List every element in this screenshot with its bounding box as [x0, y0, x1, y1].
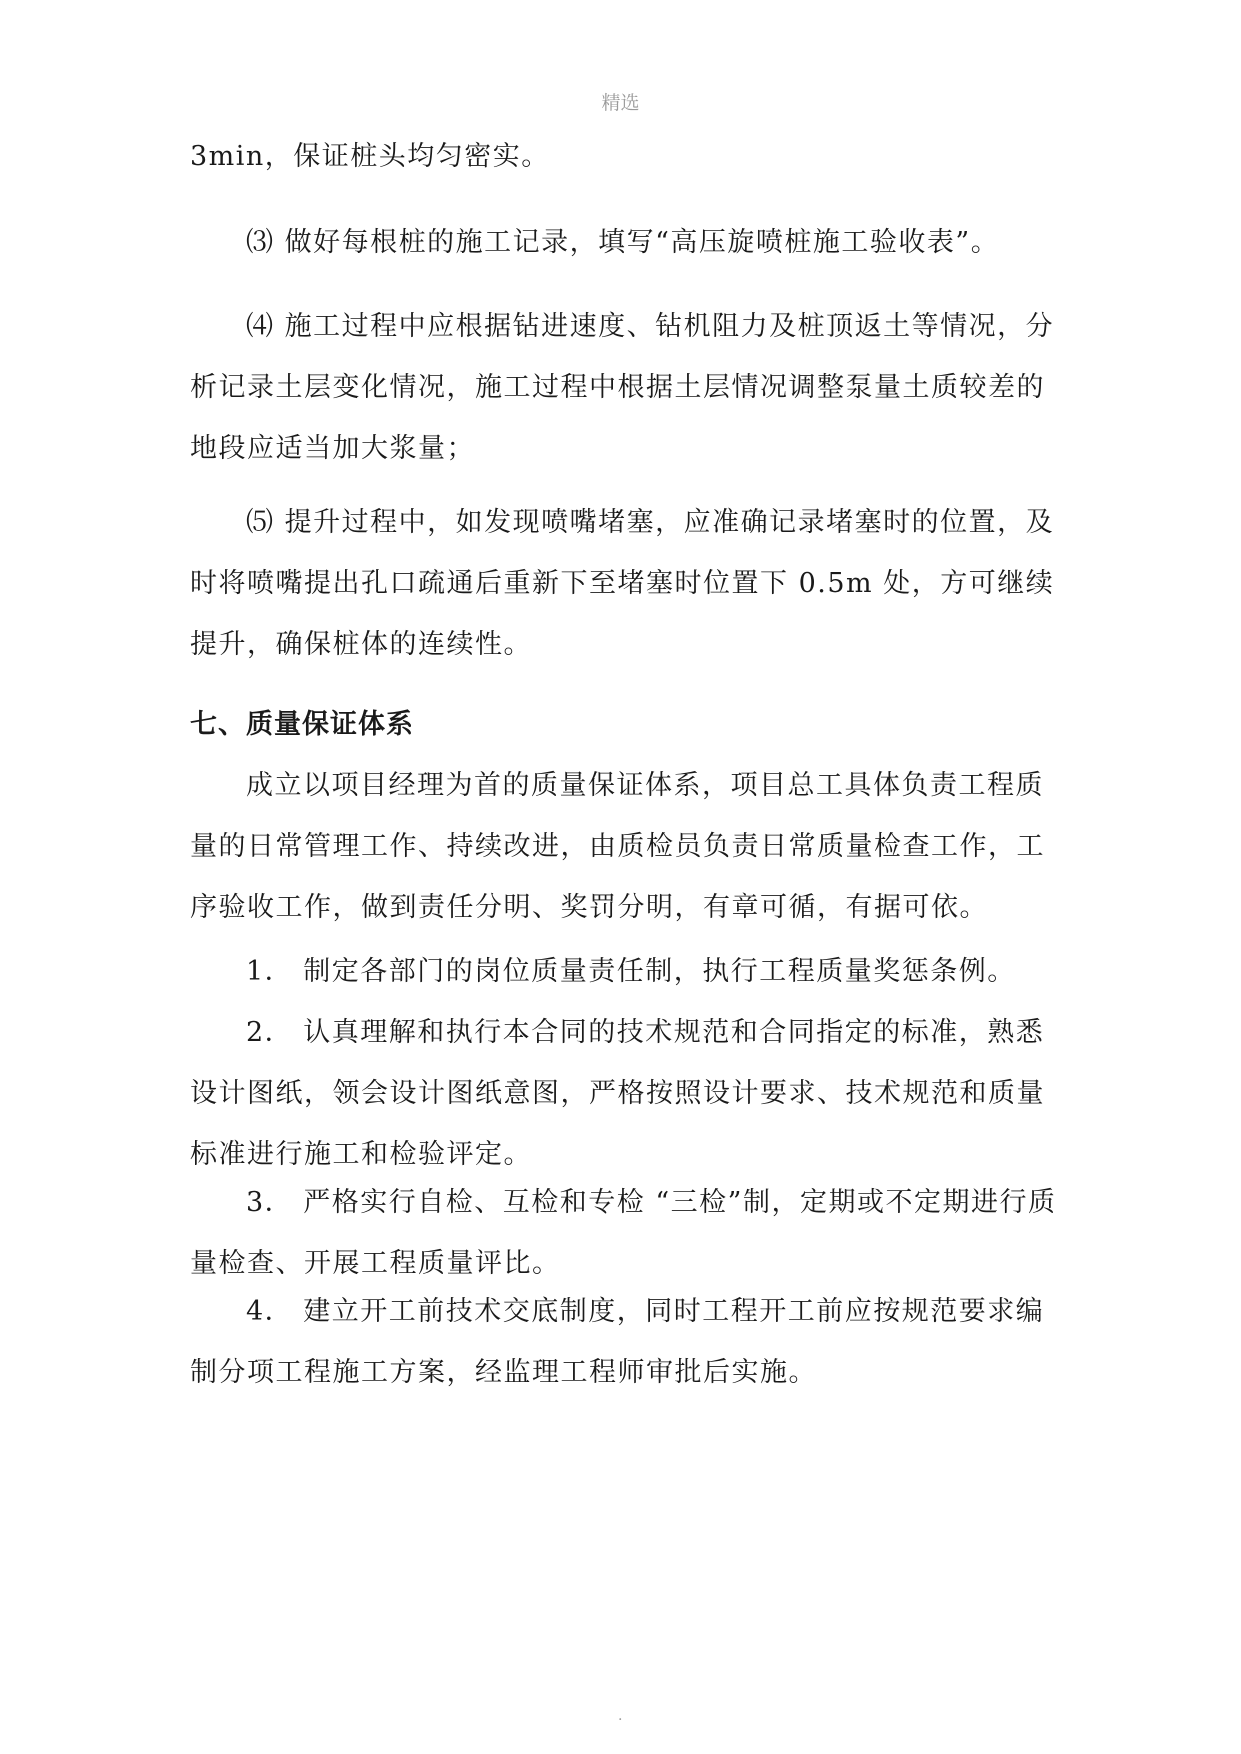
section-intro: 成立以项目经理为首的质量保证体系，项目总工具体负责工程质量的日常管理工作、持续改进，由质检员负责日常质量检查工作，工序验收工作，做到责任分明、奖罚分明，有章可循，有据可依。: [190, 770, 1045, 923]
page-footer-mark: .: [618, 1708, 623, 1724]
paragraph-item-4: ⑷ 施工过程中应根据钻进速度、钻机阻力及桩顶返土等情况，分析记录土层变化情况，施工过程中根据土层情况调整泵量土质较差的地段应适当加大浆量；: [190, 311, 1055, 464]
list-item: 1． 制定各部门的岗位质量责任制，执行工程质量奖惩条例。: [246, 956, 1016, 987]
paragraph-item-5: ⑸ 提升过程中，如发现喷嘴堵塞，应准确记录堵塞时的位置，及时将喷嘴提出孔口疏通后重新下至堵塞时位置下 0.5m 处，方可继续提升，确保桩体的连续性。: [190, 507, 1055, 660]
page-header: 精选: [601, 92, 640, 114]
list-item: 4． 建立开工前技术交底制度，同时工程开工前应按规范要求编制分项工程施工方案，经监理工程师审批后实施。: [190, 1296, 1045, 1388]
paragraph-continuation: 3min，保证桩头均匀密实。: [190, 141, 550, 172]
list-item: 3． 严格实行自检、互检和专检 “三检”制，定期或不定期进行质量检查、开展工程质量评比。: [190, 1187, 1057, 1279]
section-heading: 七、质量保证体系: [190, 709, 414, 740]
paragraph-item-3: ⑶ 做好每根桩的施工记录，填写“高压旋喷桩施工验收表”。: [246, 227, 1000, 258]
list-item: 2． 认真理解和执行本合同的技术规范和合同指定的标准，熟悉设计图纸，领会设计图纸意图，严格按照设计要求、技术规范和质量标准进行施工和检验评定。: [190, 1017, 1045, 1170]
